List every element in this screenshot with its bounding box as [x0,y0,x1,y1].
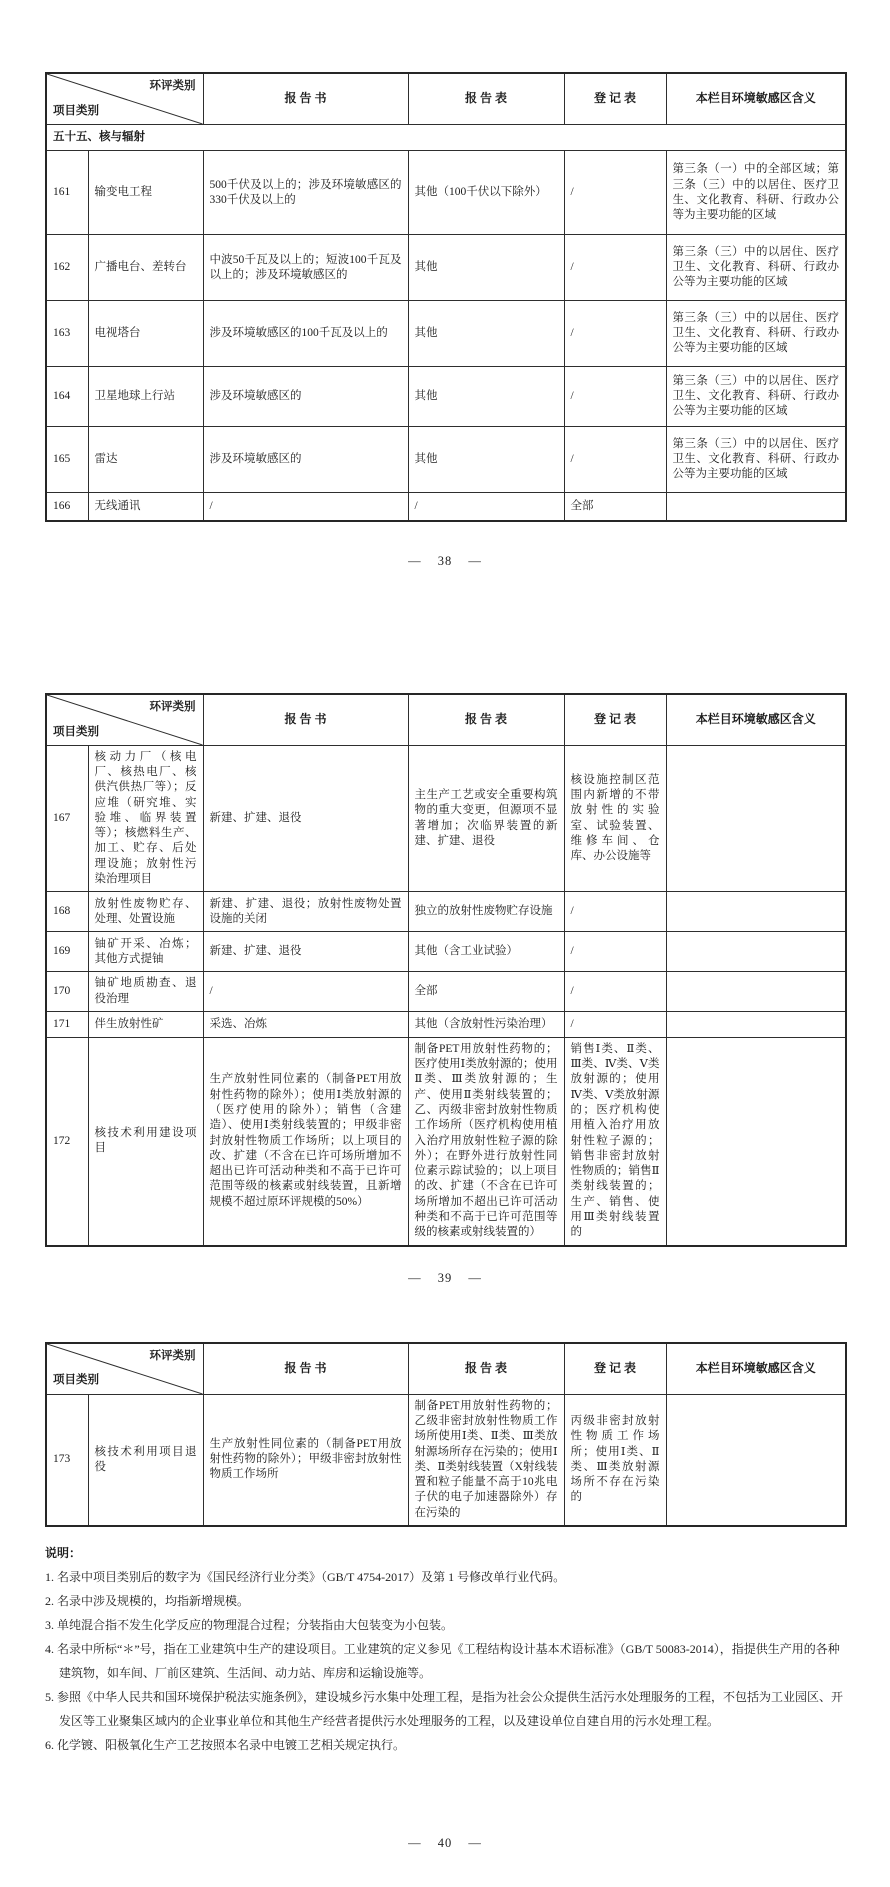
sensitive-area-cell [666,1011,846,1037]
header-diagonal-cell [46,694,203,746]
sensitive-area-cell [666,972,846,1012]
project-category-cell: 电视塔台 [88,301,203,367]
header-project-category-label: 项目类别 [53,725,99,738]
table-row [46,745,846,892]
registration-form-cell: / [564,301,666,367]
sensitive-area-cell: 第三条（三）中的以居住、医疗卫生、文化教育、科研、行政办公等为主要功能的区域 [666,301,846,367]
row-number-cell: 165 [46,427,88,493]
category-table-page40 [45,1342,847,1528]
row-number-cell: 163 [46,301,88,367]
report-form-cell: 独立的放射性废物贮存设施 [408,892,564,932]
table-row [46,493,846,521]
report-form-cell: 制备PET用放射性药物的；乙级非密封放射性物质工作场所使用Ⅰ类、Ⅱ类、Ⅲ类放射源场所存在污染的；使用Ⅰ类、Ⅱ类射线装置（X射线装置和粒子能量不高于10兆电子伏的电子加速器除外）存在污染的 [408,1394,564,1526]
table-row [46,427,846,493]
sensitive-area-cell: 第三条（一）中的全部区域；第三条（三）中的以居住、医疗卫生、文化教育、科研、行政办公等为主要功能的区域 [666,151,846,235]
section-row [46,125,846,151]
sensitive-area-cell [666,745,846,892]
registration-form-cell: 全部 [564,493,666,521]
report-form-cell: 全部 [408,972,564,1012]
report-book-cell: 采选、冶炼 [203,1011,408,1037]
project-category-cell: 伴生放射性矿 [88,1011,203,1037]
table-row [46,1011,846,1037]
header-project-category-label: 项目类别 [53,1374,99,1387]
note-item: 2. 名录中涉及规模的，均指新增规模。 [45,1594,250,1609]
project-category-cell: 放射性废物贮存、处理、处置设施 [88,892,203,932]
header-eia-category-label: 环评类别 [149,80,196,92]
report-form-cell: 其他 [408,301,564,367]
report-form-cell: 其他 [408,235,564,301]
report-form-cell: 其他（100千伏以下除外） [408,151,564,235]
header-sensitive-meaning: 本栏目环境敏感区含义 [666,694,846,746]
registration-form-cell: 核设施控制区范围内新增的不带放射性的实验室、试验装置、维修车间、仓库、办公设施等 [564,745,666,892]
report-book-cell: 涉及环境敏感区的 [203,427,408,493]
row-number-cell: 168 [46,892,88,932]
report-form-cell: 其他（含放射性污染治理） [408,1011,564,1037]
row-number-cell: 173 [46,1394,88,1526]
registration-form-cell: / [564,235,666,301]
header-row [46,1343,846,1395]
sensitive-area-cell [666,493,846,521]
project-category-cell: 输变电工程 [88,151,203,235]
report-form-cell: 其他（含工业试验） [408,932,564,972]
table-header [46,1343,846,1395]
header-report-book: 报 告 书 [203,1343,408,1395]
sensitive-area-cell [666,892,846,932]
registration-form-cell: / [564,932,666,972]
note-item: 1. 名录中项目类别后的数字为《国民经济行业分类》（GB/T 4754-2017）及第 1 号修改单行业代码。 [45,1570,566,1585]
report-form-cell: 其他 [408,427,564,493]
header-registration-form: 登 记 表 [564,73,666,125]
sensitive-area-cell: 第三条（三）中的以居住、医疗卫生、文化教育、科研、行政办公等为主要功能的区域 [666,235,846,301]
registration-form-cell: / [564,367,666,427]
table-header [46,694,846,746]
notes-section [45,1541,845,1757]
sensitive-area-cell: 第三条（三）中的以居住、医疗卫生、文化教育、科研、行政办公等为主要功能的区域 [666,367,846,427]
registration-form-cell: / [564,972,666,1012]
project-category-cell: 核动力厂（核电厂、核热电厂、核供汽供热厂等）；反应堆（研究堆、实验堆、临界装置等）；核燃料生产、加工、贮存、后处理设施；放射性污染治理项目 [88,745,203,892]
report-form-cell: 其他 [408,367,564,427]
registration-form-cell: / [564,427,666,493]
registration-form-cell: 丙级非密封放射性物质工作场所；使用Ⅰ类、Ⅱ类、Ⅲ类放射源场所不存在污染的 [564,1394,666,1526]
registration-form-cell: / [564,1011,666,1037]
table-row [46,235,846,301]
notes-title: 说明： [45,1546,82,1561]
header-sensitive-meaning: 本栏目环境敏感区含义 [666,1343,846,1395]
registration-form-cell: / [564,151,666,235]
report-book-cell: 生产放射性同位素的（制备PET用放射性药物的除外）；使用Ⅰ类放射源的（医疗使用的除外）；销售（含建造）、使用Ⅰ类射线装置的；甲级非密封放射性物质工作场所；以上项目的改、扩建（不含在已许可场所增加不超出已许可活动种类和不高于已许可范围等级的核素或射线装置，且新增规模不超过原环评规模的50%） [203,1037,408,1245]
category-table-page39 [45,693,847,1247]
header-report-form: 报 告 表 [408,1343,564,1395]
page-number: — 40 — [408,1836,482,1850]
header-eia-category-label: 环评类别 [149,700,196,713]
registration-form-cell: / [564,892,666,932]
table-row [46,932,846,972]
row-number-cell: 166 [46,493,88,521]
table-row [46,151,846,235]
table-header [46,73,846,125]
sensitive-area-cell [666,1037,846,1245]
header-registration-form: 登 记 表 [564,1343,666,1395]
report-book-cell: 新建、扩建、退役 [203,932,408,972]
sensitive-area-cell [666,932,846,972]
project-category-cell: 无线通讯 [88,493,203,521]
header-sensitive-meaning: 本栏目环境敏感区含义 [666,73,846,125]
project-category-cell: 核技术利用项目退役 [88,1394,203,1526]
row-number-cell: 162 [46,235,88,301]
report-book-cell: 生产放射性同位素的（制备PET用放射性药物的除外）；甲级非密封放射性物质工作场所 [203,1394,408,1526]
header-row [46,694,846,746]
table-row [46,367,846,427]
report-book-cell: / [203,972,408,1012]
report-book-cell: 新建、扩建、退役；放射性废物处置设施的关闭 [203,892,408,932]
header-diagonal-cell [46,1343,203,1395]
report-form-cell: 制备PET用放射性药物的；医疗使用Ⅰ类放射源的；使用Ⅱ类、Ⅲ类放射源的；生产、使用Ⅱ类射线装置的；乙、丙级非密封放射性物质工作场所（医疗机构使用植入治疗用放射性粒子源的除外）；在野外进行放射性同位素示踪试验的；以上项目的改、扩建（不含在已许可场所增加不超出已许可活动种类和不高于已许可范围等级的核素或射线装置的） [408,1037,564,1245]
note-item: 4. 名录中所标“＊”号，指在工业建筑中生产的建设项目。工业建筑的定义参见《工程结构设计基本术语标准》（GB/T 50083-2014），指提供生产用的各种建筑物，如车间、厂前区建筑、生活间、动力站、库房和运输设施等。 [45,1642,840,1681]
project-category-cell: 铀矿开采、冶炼；其他方式提铀 [88,932,203,972]
report-book-cell: 中波50千瓦及以上的；短波100千瓦及以上的；涉及环境敏感区的 [203,235,408,301]
table-row [46,1037,846,1245]
row-number-cell: 164 [46,367,88,427]
project-category-cell: 雷达 [88,427,203,493]
report-book-cell: 新建、扩建、退役 [203,745,408,892]
report-book-cell: / [203,493,408,521]
table-row [46,972,846,1012]
page-number: — 39 — [408,1270,482,1285]
header-report-book: 报 告 书 [203,73,408,125]
header-row [46,73,846,125]
report-form-cell: / [408,493,564,521]
project-category-cell: 核技术利用建设项目 [88,1037,203,1245]
header-registration-form: 登 记 表 [564,694,666,746]
header-report-book: 报 告 书 [203,694,408,746]
row-number-cell: 171 [46,1011,88,1037]
row-number-cell: 167 [46,745,88,892]
report-book-cell: 涉及环境敏感区的100千瓦及以上的 [203,301,408,367]
sensitive-area-cell: 第三条（三）中的以居住、医疗卫生、文化教育、科研、行政办公等为主要功能的区域 [666,427,846,493]
header-report-form: 报 告 表 [408,694,564,746]
sensitive-area-cell [666,1394,846,1526]
table-row [46,301,846,367]
report-book-cell: 500千伏及以上的；涉及环境敏感区的330千伏及以上的 [203,151,408,235]
registration-form-cell: 销售Ⅰ类、Ⅱ类、Ⅲ类、Ⅳ类、Ⅴ类放射源的；使用Ⅳ类、Ⅴ类放射源的；医疗机构使用植入治疗用放射性粒子源的；销售非密封放射性物质的；销售Ⅱ类射线装置的；生产、销售、使用Ⅲ类射线装置的 [564,1037,666,1245]
note-item: 3. 单纯混合指不发生化学反应的物理混合过程；分装指由大包装变为小包装。 [45,1618,454,1633]
row-number-cell: 172 [46,1037,88,1245]
row-number-cell: 161 [46,151,88,235]
page-number: — 38 — [408,553,482,568]
row-number-cell: 169 [46,932,88,972]
table-row [46,1394,846,1526]
note-item: 5. 参照《中华人民共和国环境保护税法实施条例》，建设城乡污水集中处理工程，是指为社会公众提供生活污水处理服务的工程，不包括为工业园区、开发区等工业聚集区域内的企业事业单位和其他生产经营者提供污水处理服务的工程，以及建设单位自建自用的污水处理工程。 [45,1690,844,1729]
section-title: 五十五、核与辐射 [46,125,846,151]
header-project-category-label: 项目类别 [53,104,99,117]
note-item: 6. 化学镀、阳极氧化生产工艺按照本名录中电镀工艺相关规定执行。 [45,1738,406,1753]
row-number-cell: 170 [46,972,88,1012]
header-report-form: 报 告 表 [408,73,564,125]
header-eia-category-label: 环评类别 [149,1349,196,1362]
table-row [46,892,846,932]
project-category-cell: 卫星地球上行站 [88,367,203,427]
project-category-cell: 广播电台、差转台 [88,235,203,301]
report-form-cell: 主生产工艺或安全重要构筑物的重大变更，但源项不显著增加；次临界装置的新建、扩建、退役 [408,745,564,892]
header-diagonal-cell [46,73,203,125]
category-table-page38 [45,72,847,522]
project-category-cell: 铀矿地质勘查、退役治理 [88,972,203,1012]
report-book-cell: 涉及环境敏感区的 [203,367,408,427]
page-content [45,0,845,1757]
